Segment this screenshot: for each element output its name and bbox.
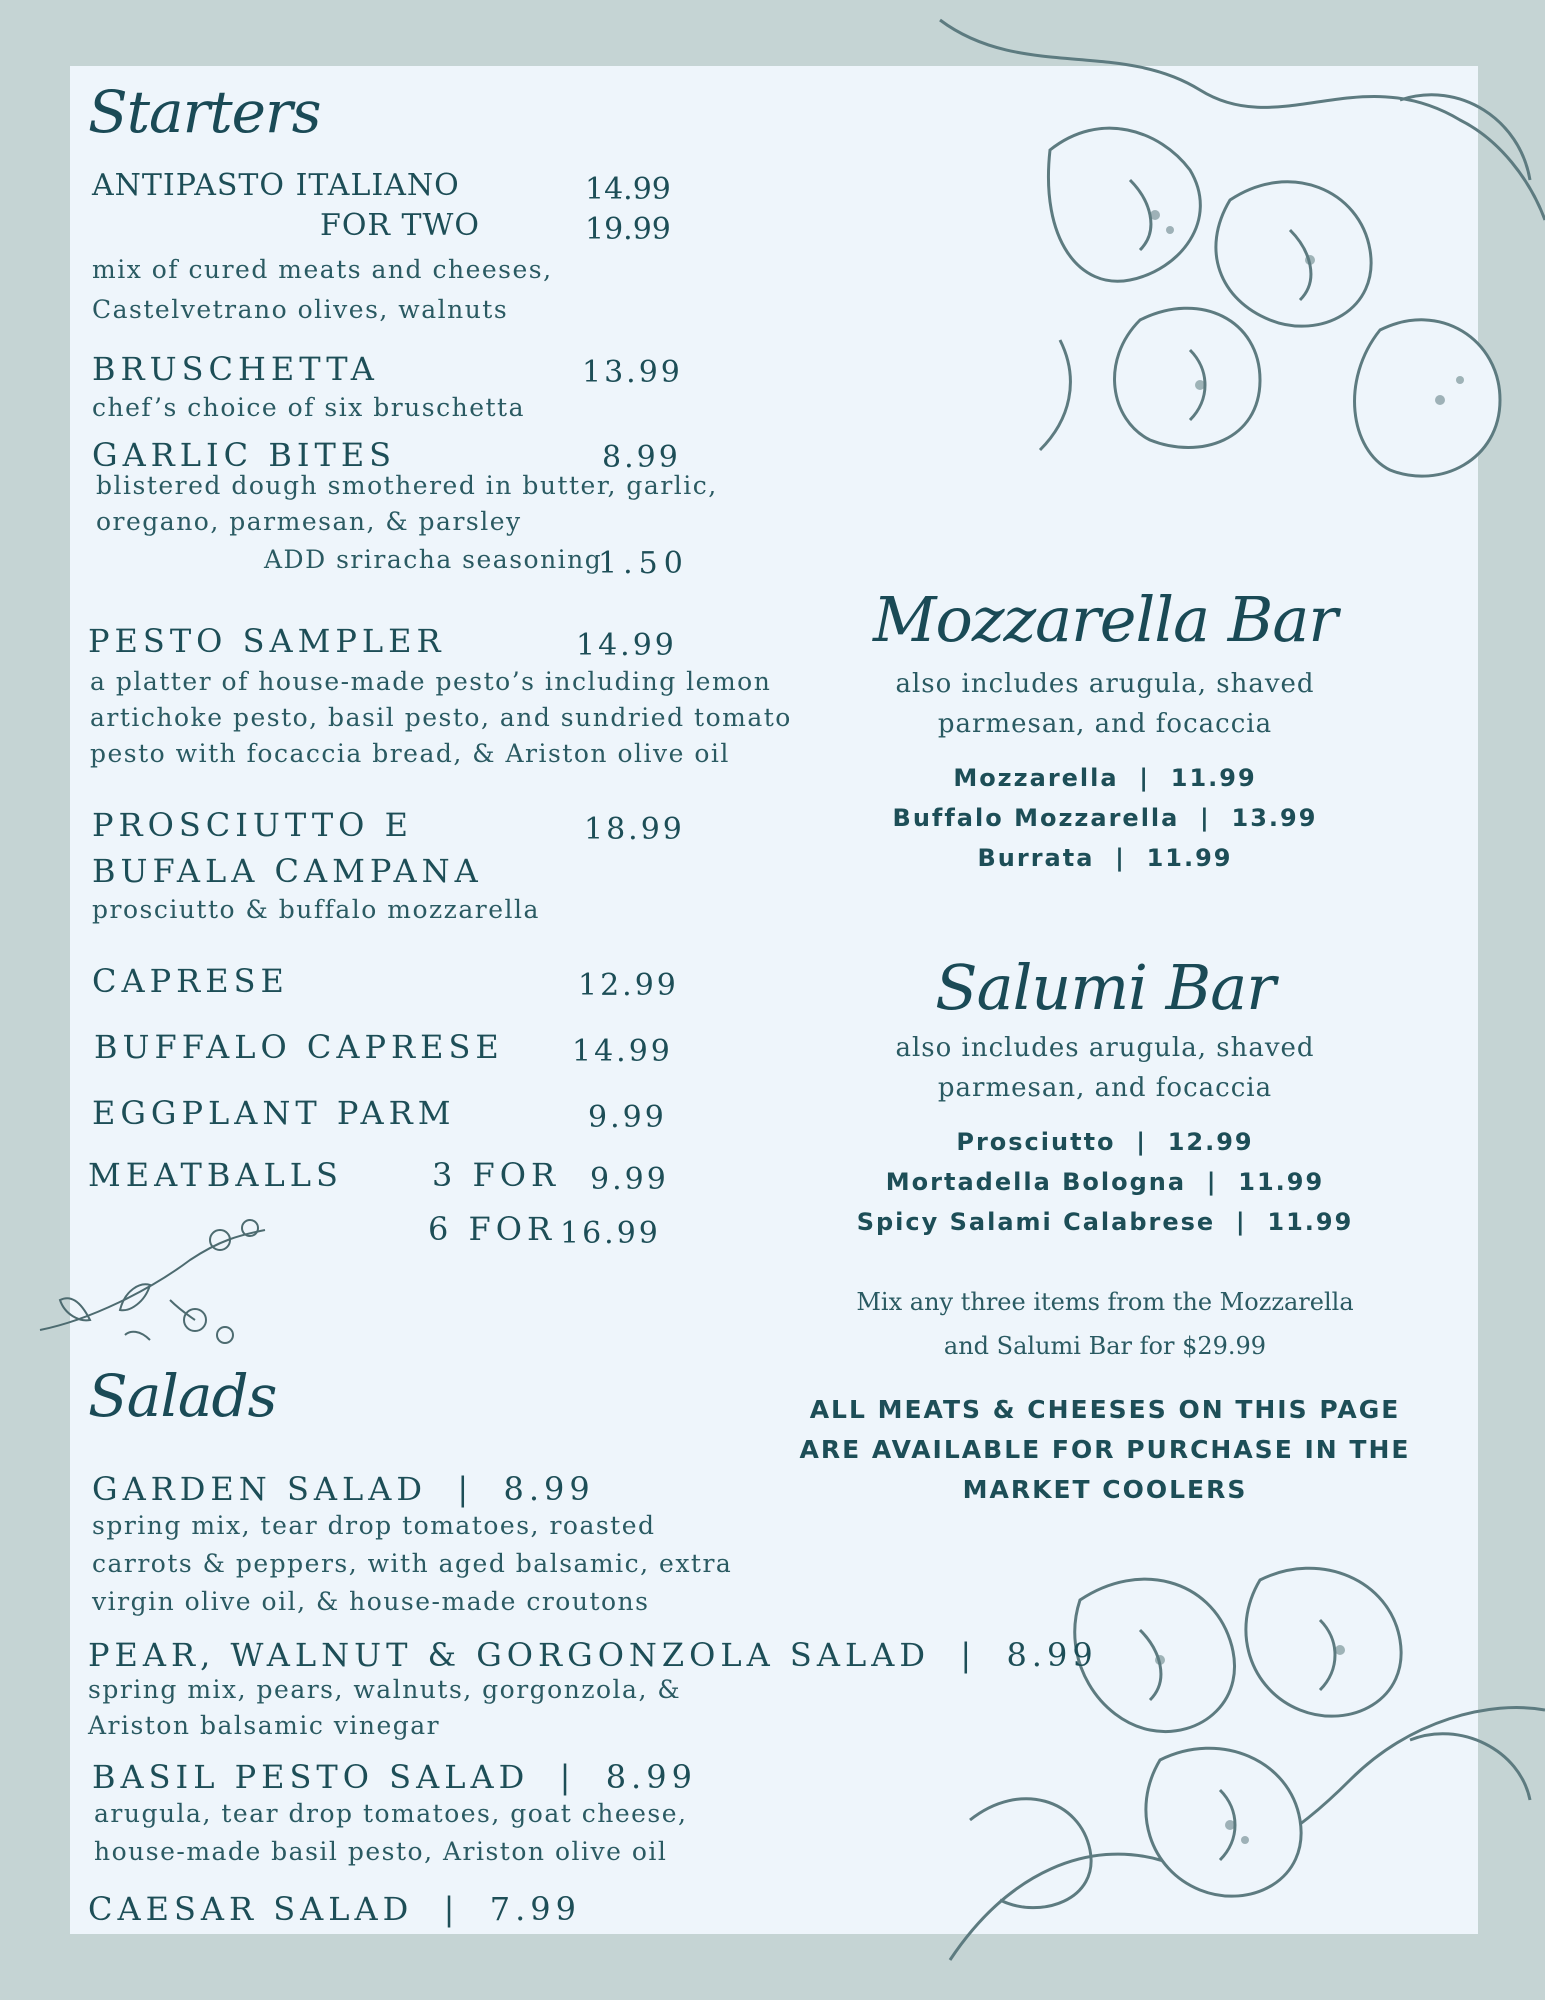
antipasto-for-two-label: FOR TWO bbox=[320, 208, 480, 243]
basil-salad-title: BASIL PESTO SALAD | 8.99 bbox=[92, 1758, 697, 1796]
eggplant-parm-name: EGGPLANT PARM bbox=[92, 1094, 456, 1132]
prosciutto-bufala-price: 18.99 bbox=[584, 812, 685, 847]
salumi-bar-item: Spicy Salami Calabrese | 11.99 bbox=[856, 1208, 1354, 1236]
basil-salad-desc-1: arugula, tear drop tomatoes, goat cheese, bbox=[94, 1799, 688, 1828]
market-note-line-2: ARE AVAILABLE FOR PURCHASE IN THE bbox=[799, 1435, 1411, 1464]
market-note-line-1: ALL MEATS & CHEESES ON THIS PAGE bbox=[809, 1395, 1401, 1424]
garlic-bites-price: 8.99 bbox=[602, 440, 681, 475]
meatballs-name: MEATBALLS bbox=[88, 1156, 343, 1194]
mozzarella-bar-item: Burrata | 11.99 bbox=[977, 844, 1233, 872]
mozzarella-bar-heading: Mozzarella Bar bbox=[873, 583, 1337, 656]
pear-salad-desc-1: spring mix, pears, walnuts, gorgonzola, & bbox=[88, 1675, 682, 1704]
meatballs-option-2: 6 FOR bbox=[428, 1210, 557, 1248]
salumi-bar-item: Prosciutto | 12.99 bbox=[956, 1128, 1254, 1156]
prosciutto-bufala-name-1: PROSCIUTTO E bbox=[92, 806, 413, 844]
prosciutto-bufala-name-2: BUFALA CAMPANA bbox=[92, 852, 483, 890]
salumi-bar-desc-2: parmesan, and focaccia bbox=[937, 1073, 1273, 1103]
antipasto-desc-1: mix of cured meats and cheeses, bbox=[92, 255, 553, 284]
meatballs-price-1: 9.99 bbox=[590, 1162, 669, 1197]
garden-salad-desc-3: virgin olive oil, & house-made croutons bbox=[92, 1587, 650, 1616]
starters-heading: Starters bbox=[88, 78, 321, 146]
floral-sprig-illustration bbox=[30, 1210, 280, 1360]
garlic-bites-addon: ADD sriracha seasoning bbox=[264, 545, 603, 574]
floral-top-right-illustration bbox=[900, 0, 1545, 560]
pesto-sampler-desc-1: a platter of house-made pesto’s including lemon bbox=[90, 667, 772, 696]
eggplant-parm-price: 9.99 bbox=[588, 1100, 667, 1135]
garden-salad-desc-1: spring mix, tear drop tomatoes, roasted bbox=[92, 1511, 656, 1540]
meatballs-option-1: 3 FOR bbox=[432, 1156, 561, 1194]
pear-salad-title: PEAR, WALNUT & GORGONZOLA SALAD | 8.99 bbox=[88, 1636, 1098, 1674]
buffalo-caprese-name: BUFFALO CAPRESE bbox=[94, 1028, 504, 1066]
mozzarella-bar-desc-1: also includes arugula, shaved bbox=[895, 669, 1315, 699]
mix-offer-line-1: Mix any three items from the Mozzarella bbox=[856, 1288, 1354, 1316]
salumi-bar-heading: Salumi Bar bbox=[935, 951, 1275, 1024]
bruschetta-price: 13.99 bbox=[582, 355, 683, 390]
pear-salad-desc-2: Ariston balsamic vinegar bbox=[88, 1711, 441, 1740]
antipasto-name: ANTIPASTO ITALIANO bbox=[92, 168, 460, 203]
pesto-sampler-desc-2: artichoke pesto, basil pesto, and sundried tomato bbox=[90, 703, 792, 732]
caprese-name: CAPRESE bbox=[92, 962, 289, 1000]
market-note-line-3: MARKET COOLERS bbox=[962, 1475, 1248, 1504]
antipasto-price: 14.99 bbox=[585, 172, 671, 207]
garlic-bites-desc-1: blistered dough smothered in butter, garlic, bbox=[96, 471, 718, 500]
salumi-bar-item: Mortadella Bologna | 11.99 bbox=[885, 1168, 1325, 1196]
garlic-bites-name: GARLIC BITES bbox=[92, 436, 397, 474]
pesto-sampler-price: 14.99 bbox=[576, 628, 677, 663]
antipasto-for-two-price: 19.99 bbox=[585, 212, 671, 247]
floral-bottom-right-illustration bbox=[930, 1540, 1545, 2000]
mozzarella-bar-item: Mozzarella | 11.99 bbox=[953, 764, 1257, 792]
garlic-bites-addon-price: 1.50 bbox=[598, 546, 689, 581]
caprese-price: 12.99 bbox=[578, 968, 679, 1003]
pesto-sampler-name: PESTO SAMPLER bbox=[88, 622, 446, 660]
pesto-sampler-desc-3: pesto with focaccia bread, & Ariston olive oil bbox=[90, 739, 730, 768]
prosciutto-bufala-desc: prosciutto & buffalo mozzarella bbox=[92, 895, 540, 924]
mozzarella-bar-item: Buffalo Mozzarella | 13.99 bbox=[892, 804, 1318, 832]
garden-salad-desc-2: carrots & peppers, with aged balsamic, extra bbox=[92, 1549, 733, 1578]
basil-salad-desc-2: house-made basil pesto, Ariston olive oil bbox=[94, 1837, 668, 1866]
buffalo-caprese-price: 14.99 bbox=[572, 1034, 673, 1069]
bruschetta-desc: chef’s choice of six bruschetta bbox=[92, 393, 526, 422]
meatballs-price-2: 16.99 bbox=[560, 1216, 661, 1251]
garden-salad-title: GARDEN SALAD | 8.99 bbox=[92, 1470, 595, 1508]
salads-heading: Salads bbox=[88, 1362, 277, 1430]
caesar-salad-title: CAESAR SALAD | 7.99 bbox=[88, 1890, 582, 1928]
garlic-bites-desc-2: oregano, parmesan, & parsley bbox=[96, 507, 522, 536]
mozzarella-bar-desc-2: parmesan, and focaccia bbox=[937, 709, 1273, 739]
mix-offer-line-2: and Salumi Bar for $29.99 bbox=[943, 1332, 1267, 1360]
bruschetta-name: BRUSCHETTA bbox=[92, 350, 379, 388]
antipasto-desc-2: Castelvetrano olives, walnuts bbox=[92, 295, 509, 324]
salumi-bar-desc-1: also includes arugula, shaved bbox=[895, 1033, 1315, 1063]
